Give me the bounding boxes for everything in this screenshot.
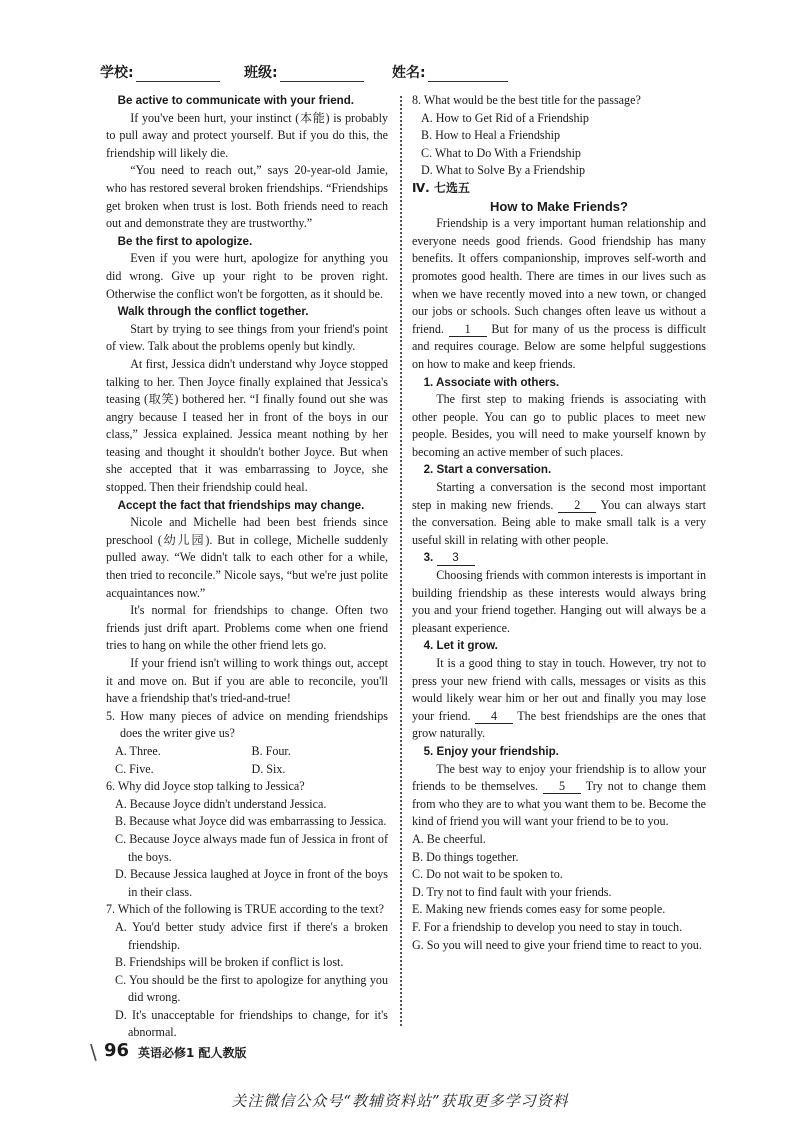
heading-associate: 1. Associate with others. bbox=[423, 375, 560, 389]
text: But for many of us the process is difficult and requires courage. Below are some helpful suggestions on how to make and keep friends. bbox=[412, 321, 706, 371]
heading-3-number: 3. bbox=[423, 551, 434, 565]
paragraph: “You need to reach out,” says 20-year-old Jamie, who has restored several broken friendships. “Friendships get broken when trust is lost. Both friends need to reach out and demonstrate they are trustworthy.” bbox=[106, 163, 388, 231]
paragraph: Choosing friends with common interests is important in building friendship as these interests would always bring you and your friend together. Hanging out will always be a pleasant experience. bbox=[412, 568, 706, 635]
class-field bbox=[244, 62, 364, 82]
text: It is a good thing to stay in touch. However, try not to press your new friend with calls, messages or visits as this would likely wear him or her out and finally you may lose your friend. bbox=[412, 656, 706, 723]
question-5-options-row bbox=[106, 743, 388, 761]
heading-enjoy: 5. Enjoy your friendship. bbox=[423, 744, 559, 758]
heading-conflict: Walk through the conflict together. bbox=[117, 305, 309, 319]
option-6c[interactable]: C. Because Joyce always made fun of Jessica in front of the boys. bbox=[115, 831, 388, 864]
text: You can always start the conversation. Being able to make small talk is a very useful skill in relating with other people. bbox=[412, 497, 707, 547]
option-7d[interactable]: D. It's unacceptable for friendships to change, for it's abnormal. bbox=[115, 1007, 388, 1040]
question-6: 6. Why did Joyce stop talking to Jessica? bbox=[106, 779, 305, 794]
paragraph: Nicole and Michelle had been best friends since preschool (幼儿园). But in college, Michelle suddenly pulled away. “We didn't talk to each other for a while, then tried to reconcile.” Nicole says, “but we're just polite acquaintances now.” bbox=[106, 515, 388, 600]
option-6b[interactable]: B. Because what Joyce did was embarrassing to Jessica. bbox=[115, 814, 387, 829]
heading-communicate: Be active to communicate with your friend. bbox=[117, 94, 355, 107]
answer-blank-3[interactable]: 3 bbox=[437, 551, 475, 566]
paragraph bbox=[412, 215, 706, 373]
school-blank-line[interactable] bbox=[136, 67, 220, 82]
paragraph bbox=[412, 479, 706, 549]
text: Try not to change them from who they are to what you want them to be. Become the kind of friend you will want your friend to be to you. bbox=[412, 779, 706, 829]
paragraph: It's normal for friendships to change. Often two friends just drift apart. Problems come when one friend tries to hang on while the other friend lets go. bbox=[106, 603, 388, 653]
book-title: 英语必修1 配人教版 bbox=[138, 1046, 247, 1060]
paragraph bbox=[412, 761, 706, 831]
question-8: 8. What would be the best title for the passage? bbox=[412, 93, 641, 107]
column-divider bbox=[400, 96, 402, 1026]
heading-3 bbox=[412, 549, 706, 567]
paragraph: Even if you were hurt, apologize for anything you did wrong. Give up your right to be proven right. Otherwise the conflict won't be forgotten, as it should be. bbox=[106, 251, 388, 301]
question-5-options-row bbox=[106, 761, 388, 779]
option-6a[interactable]: A. Because Joyce didn't understand Jessica. bbox=[115, 796, 327, 811]
option-5d[interactable]: D. Six. bbox=[251, 761, 286, 776]
class-blank-line[interactable] bbox=[280, 67, 364, 82]
promo-handwritten-text: 关注微信公众号“教辅资料站”获取更多学习资料 bbox=[231, 1092, 569, 1110]
text: Friendship is a very important human relationship and everyone needs good friends. Good friendship has many benefits. It offers companionship, improves self-worth and promotes good health. There are times in our lives such as when we have recently moved into a new town, or changed our jobs or schools. Such changes often leave us without a friend. bbox=[412, 216, 706, 336]
passage-title: How to Make Friends? bbox=[490, 198, 628, 214]
option-8d[interactable]: D. What to Solve By a Friendship bbox=[421, 163, 586, 178]
text: Starting a conversation is the second most important step in making new friends. bbox=[412, 480, 706, 512]
choice-d[interactable]: D. Try not to find fault with your friends. bbox=[412, 884, 612, 899]
name-field bbox=[392, 62, 508, 82]
option-7b[interactable]: B. Friendships will be broken if conflict is lost. bbox=[115, 955, 344, 970]
paragraph: If you've been hurt, your instinct (本能) is probably to pull away and protect yourself. But if you do this, the friendship will likely die. bbox=[106, 110, 388, 160]
option-6d[interactable]: D. Because Jessica laughed at Joyce in front of the boys in their class. bbox=[115, 867, 388, 899]
class-label: 班级: bbox=[244, 65, 278, 81]
answer-blank-1[interactable]: 1 bbox=[449, 322, 487, 337]
answer-blank-5[interactable]: 5 bbox=[543, 779, 581, 794]
answer-blank-2[interactable]: 2 bbox=[558, 498, 596, 513]
option-8a[interactable]: A. How to Get Rid of a Friendship bbox=[421, 110, 589, 125]
paragraph: At first, Jessica didn't understand why Joyce stopped talking to her. Then Joyce finally explained that Jessica's teasing (取笑) bothered her. “I finally found out she was angry because I teased her in front of the boys in our class,” Jessica explained. Jessica meant nothing by her teasing and thought it shouldn't bother Joyce. But when she accepted that it was embarrassing to Joyce, she stopped. Then their friendship could heal. bbox=[106, 356, 388, 495]
option-7c[interactable]: C. You should be the first to apologize for anything you did wrong. bbox=[115, 972, 388, 1005]
choice-a[interactable]: A. Be cheerful. bbox=[412, 831, 486, 846]
paragraph: The first step to making friends is associating with other people. You can go to public places to meet new people. Besides, you will need to make yourself known by becoming an active member of such places. bbox=[412, 392, 706, 459]
paragraph bbox=[412, 655, 706, 743]
choice-e[interactable]: E. Making new friends comes easy for some people. bbox=[412, 902, 666, 917]
option-8c[interactable]: C. What to Do With a Friendship bbox=[421, 145, 581, 160]
heading-conversation: 2. Start a conversation. bbox=[423, 463, 552, 477]
option-5c[interactable]: C. Five. bbox=[115, 761, 154, 776]
choice-f[interactable]: F. For a friendship to develop you need to stay in touch. bbox=[412, 919, 683, 934]
right-column bbox=[412, 92, 706, 954]
option-7a[interactable]: A. You'd better study advice first if there's a broken friendship. bbox=[115, 919, 388, 952]
choice-g[interactable]: G. So you will need to give your friend time to react to you. bbox=[412, 937, 702, 952]
option-5a[interactable]: A. Three. bbox=[115, 743, 161, 758]
option-8b[interactable]: B. How to Heal a Friendship bbox=[421, 128, 561, 143]
heading-apologize: Be the first to apologize. bbox=[117, 234, 253, 248]
paragraph: If your friend isn't willing to work things out, accept it and move on. But if you are able to reconcile, you'll have a friendship that's tried-and-true! bbox=[106, 656, 388, 706]
heading-accept-change: Accept the fact that friendships may change. bbox=[117, 498, 365, 512]
question-7: 7. Which of the following is TRUE according to the text? bbox=[106, 902, 384, 917]
text: The best way to enjoy your friendship is to allow your friends to be themselves. bbox=[412, 761, 706, 794]
name-label: 姓名: bbox=[392, 65, 426, 81]
choice-c[interactable]: C. Do not wait to be spoken to. bbox=[412, 867, 563, 882]
student-info-header bbox=[100, 62, 720, 86]
page-number: 96 bbox=[104, 1040, 130, 1061]
school-field bbox=[100, 62, 220, 82]
option-5b[interactable]: B. Four. bbox=[251, 743, 291, 758]
name-blank-line[interactable] bbox=[428, 67, 508, 82]
section-heading: Ⅳ. 七选五 bbox=[412, 180, 470, 195]
choice-b[interactable]: B. Do things together. bbox=[412, 849, 519, 864]
left-column bbox=[106, 92, 388, 1042]
text: The best friendships are the ones that grow naturally. bbox=[412, 708, 707, 741]
paragraph: Start by trying to see things from your friend's point of view. Talk about the problems openly but kindly. bbox=[106, 321, 388, 354]
school-label: 学校: bbox=[100, 65, 134, 81]
footer-slash-mark: \ bbox=[90, 1040, 97, 1064]
question-5: 5. How many pieces of advice on mending friendships does the writer give us? bbox=[106, 708, 388, 741]
answer-blank-4[interactable]: 4 bbox=[475, 709, 513, 724]
heading-grow: 4. Let it grow. bbox=[423, 639, 498, 653]
